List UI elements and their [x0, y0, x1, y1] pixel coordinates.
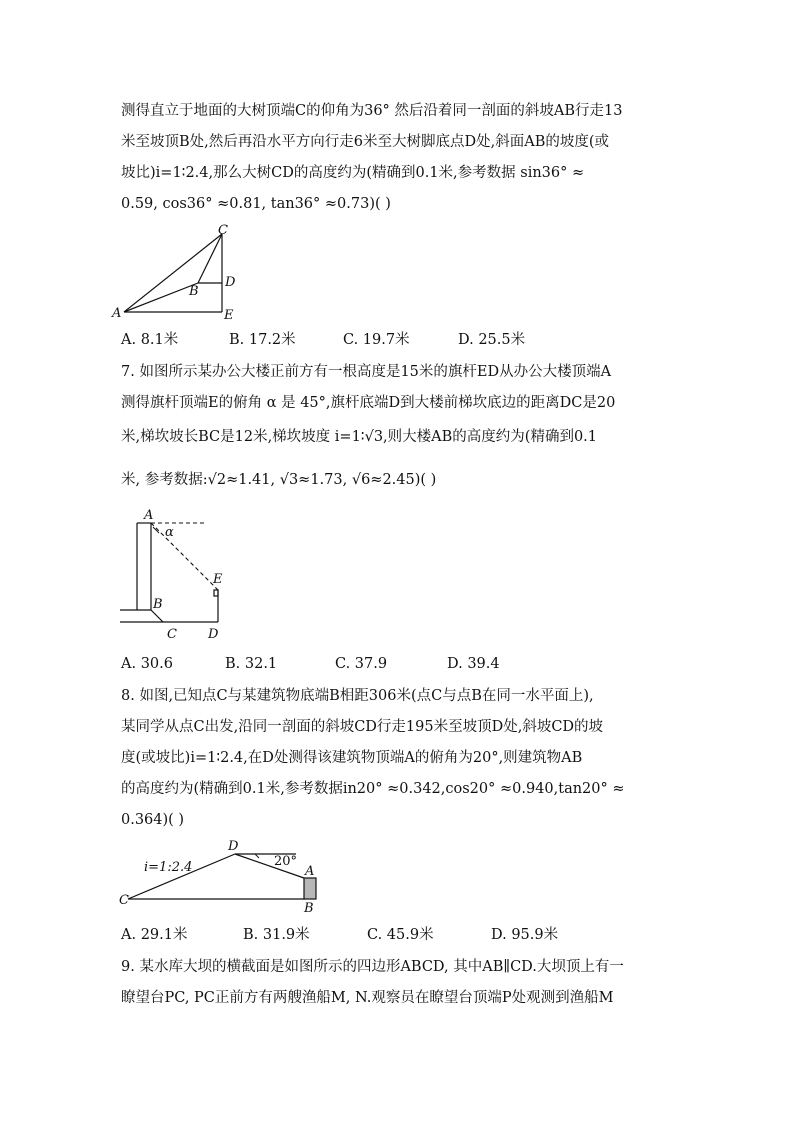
q7-line-4: 米, 参考数据:√2≈1.41, √3≈1.73, √6≈2.45)( ): [121, 472, 437, 488]
q9-line-2: 瞭望台PC, PC正前方有两艘渔船M, N.观察员在瞭望台顶端P处观测到渔船M: [121, 990, 614, 1006]
q8-line-1: 8. 如图,已知点C与某建筑物底端B相距306米(点C与点B在同一水平面上),: [121, 688, 594, 704]
q6-label-b: B: [189, 284, 199, 299]
q7-line-1: 7. 如图所示某办公大楼正前方有一根高度是15米的旗杆ED从办公大楼顶端A: [121, 364, 612, 380]
q8-choice-c[interactable]: C. 45.9米: [367, 927, 434, 943]
q6-choice-c[interactable]: C. 19.7米: [343, 332, 410, 348]
q7-label-c: C: [167, 627, 177, 642]
q9-line-1: 9. 某水库大坝的横截面是如图所示的四边形ABCD, 其中AB∥CD.大坝顶上有一: [121, 959, 624, 975]
q8-line-2: 某同学从点C出发,沿同一剖面的斜坡CD行走195米至坡顶D处,斜坡CD的坡: [121, 719, 604, 735]
q8-choice-b[interactable]: B. 31.9米: [243, 927, 310, 943]
q8-label-c: C: [119, 893, 129, 908]
q8-label-a: A: [305, 864, 315, 879]
q6-line-3: 坡比)i=1∶2.4,那么大树CD的高度约为(精确到0.1米,参考数据 sin36° ≈: [121, 165, 585, 181]
q7-label-alpha: α: [165, 525, 174, 540]
q6-label-e: E: [224, 308, 234, 323]
q6-choice-a[interactable]: A. 8.1米: [121, 332, 179, 348]
q6-line-2: 米至坡顶B处,然后再沿水平方向行走6米至大树脚底点D处,斜面AB的坡度(或: [121, 134, 610, 150]
q7-label-d: D: [208, 627, 219, 642]
q6-label-d: D: [225, 275, 236, 290]
q6-line-4: 0.59, cos36° ≈0.81, tan36° ≈0.73)( ): [121, 196, 391, 212]
q7-line-3: 米,梯坎坡长BC是12米,梯坎坡度 i=1∶√3,则大楼AB的高度约为(精确到0.1: [121, 429, 597, 445]
q6-figure: [110, 222, 250, 322]
q6-choice-d[interactable]: D. 25.5米: [458, 332, 526, 348]
q6-line-1: 测得直立于地面的大树顶端C的仰角为36° 然后沿着同一剖面的斜坡AB行走13: [121, 103, 623, 119]
q7-choice-c[interactable]: C. 37.9: [335, 656, 388, 672]
q7-label-b: B: [153, 597, 163, 612]
q8-label-b: B: [304, 901, 314, 916]
q8-label-slope: i=1:2.4: [144, 860, 193, 875]
q6-choice-b[interactable]: B. 17.2米: [229, 332, 296, 348]
q7-choice-d[interactable]: D. 39.4: [447, 656, 500, 672]
q7-label-e: E: [213, 572, 223, 587]
q7-figure: [115, 505, 240, 645]
q8-line-3: 度(或坡比)i=1∶2.4,在D处测得该建筑物顶端A的俯角为20°,则建筑物AB: [121, 750, 583, 766]
q8-line-4: 的高度约为(精确到0.1米,参考数据in20° ≈0.342,cos20° ≈0.940,tan20° ≈: [121, 781, 625, 797]
q7-choice-a[interactable]: A. 30.6: [121, 656, 173, 672]
q7-label-a: A: [144, 508, 154, 523]
q8-line-5: 0.364)( ): [121, 812, 185, 828]
q8-choice-d[interactable]: D. 95.9米: [491, 927, 559, 943]
q8-building: [304, 878, 316, 899]
q8-choice-a[interactable]: A. 29.1米: [121, 927, 188, 943]
q6-label-a: A: [112, 306, 122, 321]
q8-label-angle: 20°: [274, 854, 298, 869]
q8-figure: [118, 838, 328, 918]
q6-label-c: C: [218, 223, 228, 238]
q8-label-d: D: [228, 839, 239, 854]
q7-line-2: 测得旗杆顶端E的俯角 α 是 45°,旗杆底端D到大楼前梯坎底边的距离DC是20: [121, 395, 616, 411]
q7-choice-b[interactable]: B. 32.1: [225, 656, 278, 672]
